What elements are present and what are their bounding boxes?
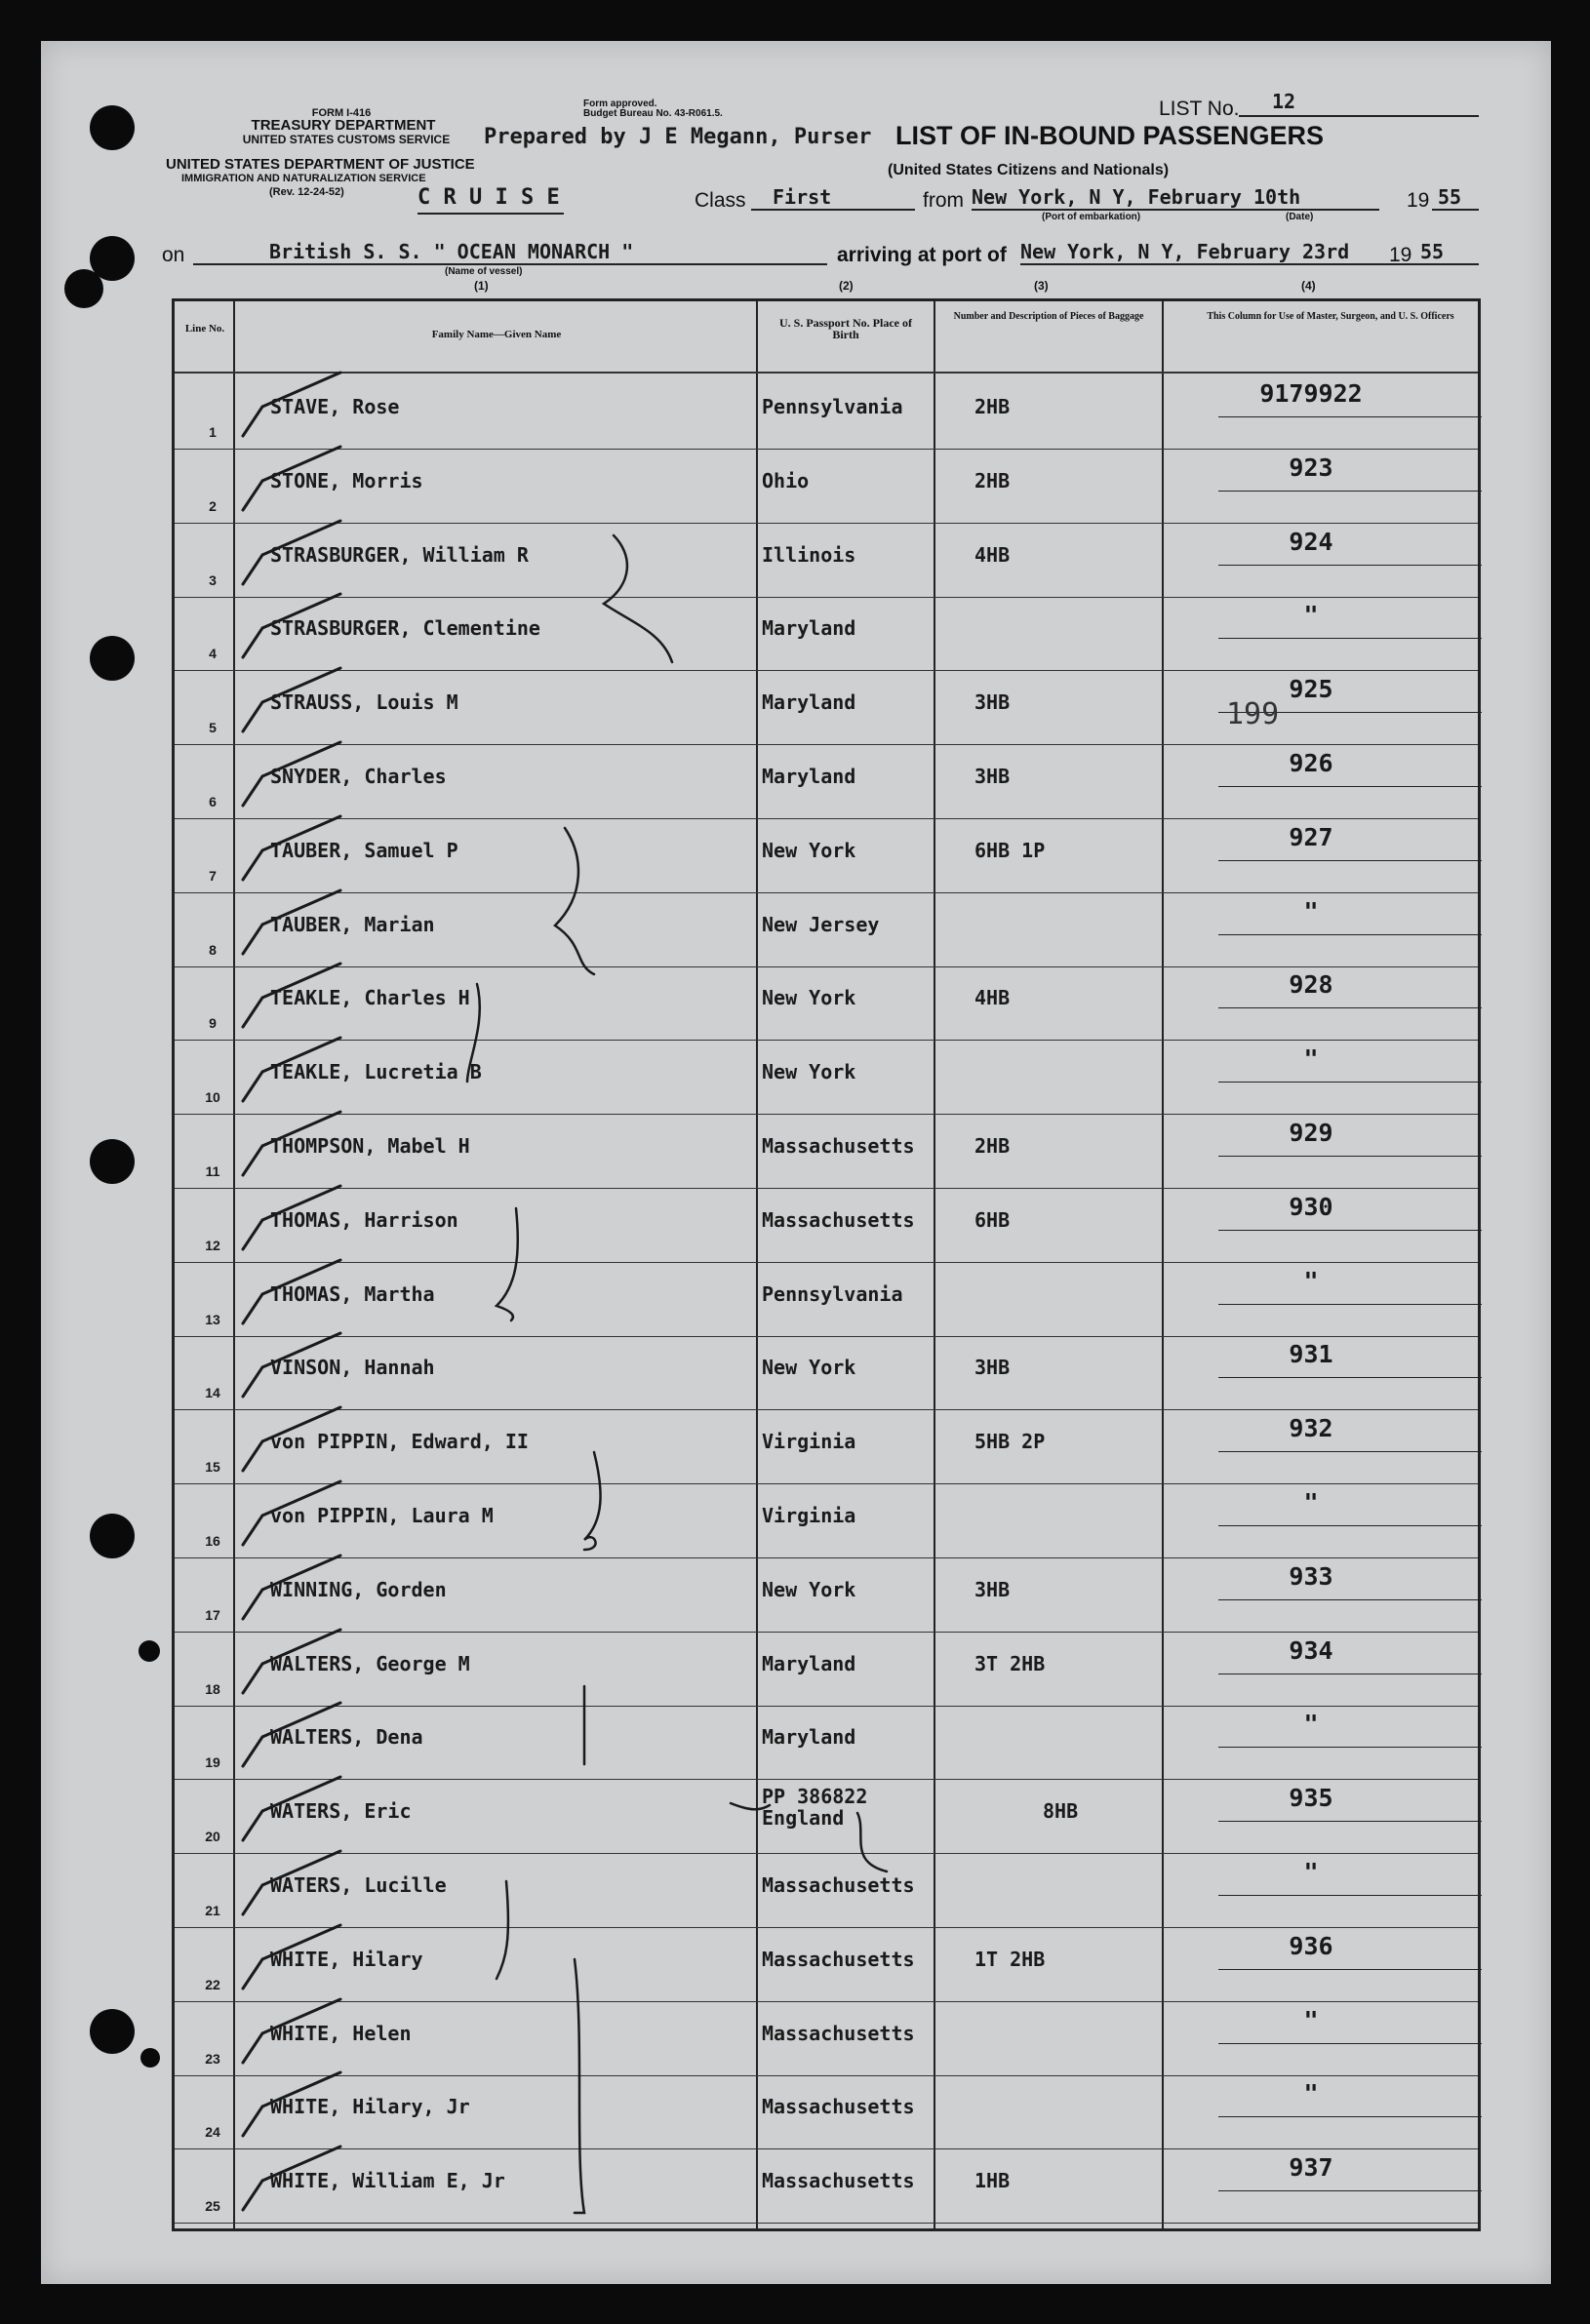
place-of-birth: New York — [762, 986, 856, 1010]
list-title: LIST OF IN-BOUND PASSENGERS — [895, 121, 1325, 150]
year-value: 55 — [1438, 185, 1462, 209]
line-number: 15 — [205, 1459, 220, 1476]
officer-number: 934 — [1289, 1635, 1333, 1665]
prepared-by: Prepared by J E Megann, Purser — [484, 125, 872, 149]
passenger-name: WHITE, Helen — [270, 2021, 412, 2045]
class-label: Class — [695, 189, 746, 212]
line-number: 2 — [209, 497, 217, 514]
list-number: 12 — [1272, 90, 1296, 113]
line-number: 10 — [205, 1089, 220, 1106]
line-number: 5 — [209, 720, 217, 736]
officer-number: " — [1303, 1044, 1319, 1074]
officer-number: 929 — [1289, 1119, 1333, 1147]
officer-number: 936 — [1289, 1931, 1333, 1960]
baggage-description: 2HB — [974, 1134, 1011, 1158]
passenger-name: SNYDER, Charles — [270, 765, 447, 788]
place-of-birth: Massachusetts — [762, 2095, 915, 2119]
line-number: 22 — [205, 1976, 220, 1992]
baggage-description: 8HB — [1043, 1799, 1079, 1824]
arriving-label: arriving at port of — [837, 244, 1007, 266]
baggage-description: 4HB — [974, 986, 1011, 1010]
punch-hole — [90, 105, 135, 150]
officer-number: 932 — [1289, 1414, 1333, 1443]
form-approved: Form approved. — [583, 98, 657, 109]
officer-number: 933 — [1289, 1561, 1333, 1591]
officer-number: 9179922 — [1259, 379, 1363, 408]
place-of-birth: Maryland — [762, 1651, 856, 1675]
officer-number: " — [1303, 2005, 1319, 2034]
place-of-birth: New Jersey — [762, 912, 880, 936]
cruise-label: C R U I S E — [417, 185, 560, 210]
form-number: FORM I-416 — [311, 107, 372, 119]
baggage-description: 4HB — [974, 542, 1011, 567]
column-number-3: (3) — [1034, 279, 1049, 293]
line-number: 11 — [205, 1163, 220, 1179]
port-of-embarkation-caption: (Port of embarkation) — [1042, 212, 1141, 222]
table-row — [175, 819, 1478, 893]
baggage-description: 3HB — [974, 1577, 1011, 1601]
line-number: 6 — [209, 794, 217, 809]
baggage-description: 6HB 1P — [974, 838, 1046, 862]
list-no-label: LIST No. — [1159, 98, 1240, 120]
table-row — [175, 1928, 1478, 2002]
revision: (Rev. 12-24-52) — [269, 186, 344, 198]
table-row — [175, 1336, 1478, 1410]
place-of-birth: Illinois — [762, 542, 856, 567]
table-row — [175, 375, 1478, 450]
line-number: 25 — [205, 2198, 220, 2215]
table-row — [175, 893, 1478, 967]
stamp-number: 199 — [1226, 697, 1280, 731]
line-number: 12 — [205, 1237, 220, 1253]
table-row — [175, 1189, 1478, 1263]
place-of-birth: Maryland — [762, 690, 856, 715]
passenger-name: STRASBURGER, Clementine — [270, 616, 540, 641]
officer-number: 924 — [1289, 527, 1333, 556]
place-of-birth: New York — [762, 838, 856, 862]
punch-hole — [90, 1514, 135, 1558]
officer-number: " — [1303, 601, 1319, 630]
header-line-no: Line No. — [184, 323, 225, 335]
line-number: 13 — [205, 1311, 220, 1327]
place-of-birth: Massachusetts — [762, 2021, 915, 2045]
line-number: 9 — [209, 1015, 217, 1032]
baggage-description: 2HB — [974, 395, 1011, 418]
header-officers: This Column for Use of Master, Surgeon, and U. S. Officers — [1207, 311, 1454, 322]
line-number: 20 — [205, 1829, 220, 1845]
department-of-justice: UNITED STATES DEPARTMENT OF JUSTICE — [166, 156, 475, 173]
officer-number: " — [1303, 2079, 1319, 2108]
place-of-birth: Ohio — [762, 468, 810, 492]
vessel-name: British S. S. " OCEAN MONARCH " — [269, 240, 634, 263]
table-row — [175, 2075, 1478, 2149]
officer-number: " — [1303, 1858, 1319, 1886]
table-row — [175, 1484, 1478, 1558]
passenger-name: WHITE, Hilary — [270, 1947, 423, 1971]
passenger-name: THOMAS, Harrison — [270, 1207, 458, 1232]
year-prefix: 19 — [1407, 189, 1430, 212]
table-row — [175, 1854, 1478, 1928]
passenger-name: STRASBURGER, William R — [270, 542, 529, 567]
column-number-1: (1) — [474, 279, 489, 293]
header-name: Family Name—Given Name — [431, 329, 562, 340]
table-row — [175, 2002, 1478, 2076]
table-row — [175, 1558, 1478, 1633]
table-row — [175, 524, 1478, 598]
table-row — [175, 450, 1478, 524]
place-of-birth: Massachusetts — [762, 1947, 915, 1971]
line-number: 17 — [205, 1606, 220, 1623]
place-of-birth: Massachusetts — [762, 1873, 915, 1897]
place-of-birth: Maryland — [762, 616, 856, 641]
column-number-4: (4) — [1301, 279, 1316, 293]
table-row — [175, 966, 1478, 1041]
passenger-name: STONE, Morris — [270, 468, 423, 492]
embarkation-value: New York, N Y, February 10th — [972, 185, 1301, 209]
table-row — [175, 1041, 1478, 1115]
baggage-description: 5HB 2P — [974, 1430, 1046, 1454]
officer-number: 925 — [1289, 675, 1333, 704]
passenger-name: VINSON, Hannah — [270, 1356, 435, 1380]
line-number: 7 — [209, 867, 217, 884]
officer-number: 937 — [1289, 2153, 1333, 2183]
punch-hole — [140, 2048, 160, 2068]
class-value: First — [773, 185, 832, 209]
line-number: 14 — [205, 1385, 220, 1401]
table-row — [175, 1780, 1478, 1854]
officer-number: 928 — [1289, 970, 1333, 1000]
officer-number: 935 — [1289, 1784, 1333, 1813]
place-of-birth: Massachusetts — [762, 1134, 915, 1158]
passenger-name: WALTERS, George M — [270, 1651, 470, 1675]
line-number: 24 — [205, 2124, 220, 2141]
passenger-name: THOMAS, Martha — [270, 1281, 435, 1306]
table-row — [175, 597, 1478, 671]
table-row — [175, 1706, 1478, 1780]
line-number: 4 — [209, 646, 217, 662]
treasury-department: TREASURY DEPARTMENT — [251, 117, 436, 134]
officer-number: 927 — [1289, 822, 1333, 851]
vessel-caption: (Name of vessel) — [445, 266, 523, 277]
officer-number: 931 — [1289, 1340, 1333, 1369]
passenger-name: WHITE, William E, Jr — [270, 2169, 505, 2193]
line-number: 23 — [205, 2050, 220, 2067]
table-row — [175, 745, 1478, 819]
line-number: 8 — [209, 941, 217, 958]
date-caption: (Date) — [1286, 212, 1314, 222]
table-row — [175, 1633, 1478, 1707]
punch-hole — [90, 1139, 135, 1184]
table-row — [175, 1410, 1478, 1484]
baggage-description: 3HB — [974, 690, 1011, 715]
officer-number: 923 — [1289, 453, 1333, 482]
passenger-name: WATERS, Eric — [270, 1799, 412, 1824]
arrival-value: New York, N Y, February 23rd — [1020, 240, 1350, 263]
passenger-name: STRAUSS, Louis M — [270, 690, 458, 715]
table-row — [175, 1115, 1478, 1189]
passenger-name: WATERS, Lucille — [270, 1873, 447, 1897]
passenger-name: von PIPPIN, Laura M — [270, 1504, 494, 1527]
place-of-birth: Maryland — [762, 765, 856, 788]
passenger-name: von PIPPIN, Edward, II — [270, 1430, 529, 1454]
passenger-name: WALTERS, Dena — [270, 1725, 423, 1750]
place-of-birth: Pennsylvania — [762, 1281, 903, 1306]
place-of-birth: PP 386822 England — [762, 1785, 868, 1831]
header-passport: U. S. Passport No. Place of Birth — [779, 316, 912, 341]
punch-hole — [90, 636, 135, 681]
place-of-birth: New York — [762, 1577, 856, 1601]
passenger-name: TAUBER, Samuel P — [270, 838, 458, 862]
baggage-description: 3HB — [974, 1356, 1011, 1380]
year-value: 55 — [1420, 240, 1445, 263]
baggage-description: 3HB — [974, 765, 1011, 788]
line-number: 18 — [205, 1680, 220, 1697]
officer-number: 930 — [1289, 1192, 1333, 1221]
place-of-birth: Virginia — [762, 1430, 856, 1454]
from-label: from — [923, 189, 964, 212]
on-label: on — [162, 244, 185, 266]
baggage-description: 6HB — [974, 1207, 1011, 1232]
line-number: 21 — [205, 1903, 220, 1918]
officer-number: " — [1303, 1488, 1319, 1517]
place-of-birth: New York — [762, 1356, 856, 1380]
punch-hole — [139, 1640, 160, 1662]
table-row — [175, 1263, 1478, 1337]
baggage-description: 2HB — [974, 468, 1011, 492]
officer-number: " — [1303, 896, 1319, 926]
passenger-name: WHITE, Hilary, Jr — [270, 2095, 470, 2119]
baggage-description: 1HB — [974, 2169, 1011, 2193]
place-of-birth: Maryland — [762, 1725, 856, 1750]
line-number: 19 — [205, 1754, 220, 1771]
line-number: 1 — [209, 424, 217, 440]
place-of-birth: Virginia — [762, 1504, 856, 1527]
place-of-birth: New York — [762, 1060, 856, 1084]
customs-service: UNITED STATES CUSTOMS SERVICE — [242, 133, 451, 146]
passenger-name: STAVE, Rose — [270, 395, 400, 418]
budget-bureau: Budget Bureau No. 43-R061.5. — [583, 108, 723, 119]
officer-number: 926 — [1289, 749, 1333, 777]
passenger-table — [172, 298, 1481, 2231]
place-of-birth: Massachusetts — [762, 1207, 915, 1232]
passenger-name: TEAKLE, Lucretia B — [270, 1060, 482, 1084]
table-row — [175, 671, 1478, 745]
column-number-2: (2) — [839, 279, 854, 293]
punch-hole — [64, 269, 103, 308]
passenger-name: WINNING, Gorden — [270, 1577, 447, 1601]
officer-number: " — [1303, 1266, 1319, 1295]
passenger-name: THOMPSON, Mabel H — [270, 1134, 470, 1158]
line-number: 3 — [209, 571, 217, 588]
punch-hole — [90, 2009, 135, 2054]
passenger-name: TAUBER, Marian — [270, 912, 435, 936]
place-of-birth: Massachusetts — [762, 2169, 915, 2193]
header-baggage: Number and Description of Pieces of Baggage — [953, 311, 1144, 322]
place-of-birth: Pennsylvania — [762, 395, 903, 418]
passenger-name: TEAKLE, Charles H — [270, 986, 470, 1010]
ins: IMMIGRATION AND NATURALIZATION SERVICE — [181, 173, 426, 184]
baggage-description: 1T 2HB — [974, 1947, 1046, 1971]
year-prefix: 19 — [1389, 244, 1412, 266]
list-subtitle: (United States Citizens and Nationals) — [888, 162, 1170, 178]
table-row — [175, 2149, 1478, 2224]
officer-number: " — [1303, 1710, 1319, 1739]
line-number: 16 — [205, 1533, 220, 1549]
baggage-description: 3T 2HB — [974, 1651, 1046, 1675]
